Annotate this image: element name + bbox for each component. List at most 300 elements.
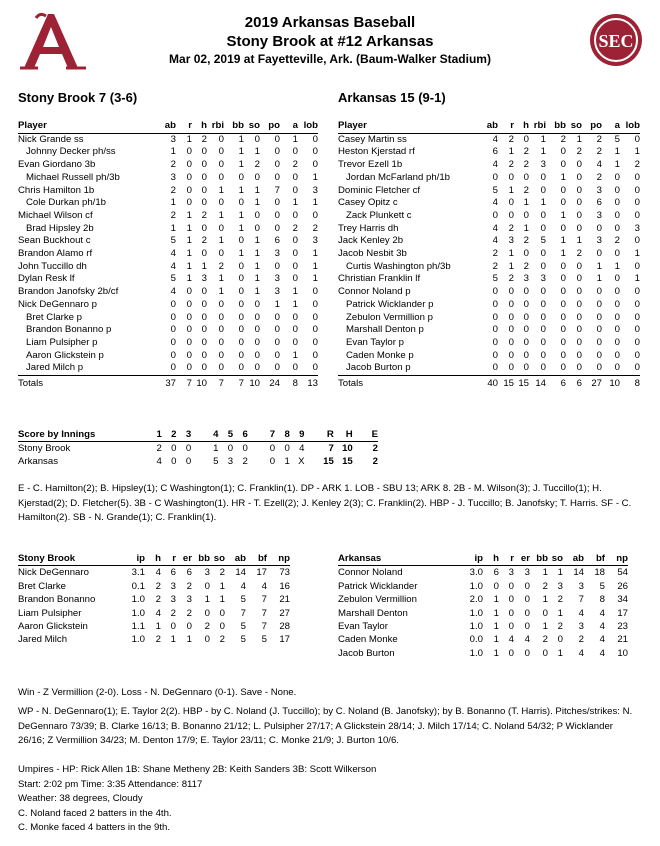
matchup-title: Stony Brook at #12 Arkansas [226,33,434,50]
stat-cell: 5 [492,184,498,196]
player-name: Chris Hamilton 1b [18,184,95,196]
stat-cell: 15 [518,378,529,390]
stat-cell: 0 [596,336,602,348]
stat-cell: 0 [634,133,640,145]
player-name: Bret Clarke p [26,311,82,323]
stat-cell: 0 [492,324,498,336]
player-name: Marshall Denton p [346,324,424,336]
stat-cell: 0 [312,209,318,221]
stat-cell: 5 [614,133,620,145]
stat-cell: 0 [582,362,602,375]
stat-cell: 1 [560,235,566,247]
table-row [338,362,640,375]
player-name: Brandon Janofsky 2b/cf [18,286,119,298]
stat-cell: 10 [617,647,628,659]
stat-cell: 0 [201,336,207,348]
inning-header: 6 [233,428,248,442]
stat-cell: 0 [238,260,244,272]
stat-cell: 0 [560,184,566,196]
stat-cell: 6 [493,567,499,579]
stat-cell: 0 [312,336,318,348]
stat-cell: 1 [493,634,499,646]
game-footer [18,763,640,836]
table-row [18,235,318,248]
stat-cell: 0 [576,336,582,348]
stat-cell: 4 [155,607,161,619]
start-time-attendance: Start: 2:02 pm Time: 3:35 Attendance: 8117 [18,778,203,790]
stat-cell: 0 [634,286,640,298]
pitcher-name: Caden Monke [338,634,398,646]
stat-cell: 1 [170,146,176,158]
stat-cell: 0 [176,362,192,375]
column-header: lob [298,120,318,133]
stat-cell: 1 [312,248,318,260]
stat-cell: 0 [238,235,244,247]
stat-cell: 0 [218,311,224,323]
stat-cell: 0 [312,133,318,145]
stat-cell: 0 [614,209,620,221]
stat-cell: 2 [508,159,514,171]
table-row [338,580,628,593]
table-row [18,607,290,620]
column-header: h [514,120,529,133]
stat-cell: 0 [156,362,176,375]
stat-cell: 1 [238,184,244,196]
stat-cell: 14 [573,567,584,579]
inning-header: R [304,428,333,442]
stat-cell: 0 [170,324,176,336]
player-name: Caden Monke p [346,349,414,361]
stat-cell: 2 [560,133,566,145]
player-name: Christian Franklin lf [338,273,421,285]
player-name: Brad Hipsley 2b [26,222,94,234]
stat-cell: 0 [186,286,192,298]
visitor-heading: Stony Brook 7 (3-6) [18,90,138,105]
table-row [338,566,628,580]
table-row [18,350,318,363]
table-row [18,299,318,312]
player-name: Trevor Ezell 1b [338,159,403,171]
stat-cell: 0 [508,311,514,323]
stat-cell: 0 [508,286,514,298]
stat-cell: 1.0 [469,647,483,659]
decisions: Win - Z Vermillion (2-0). Loss - N. DeGennaro (0-1). Save - None. [18,687,297,698]
table-row [338,324,640,337]
stat-cell: 1 [238,222,244,234]
stat-cell: 1 [557,607,563,619]
pitcher-name: Jacob Burton [338,647,395,659]
table-row [338,337,640,350]
inning-score: 3 [227,456,234,467]
stat-cell: 0 [523,171,529,183]
stat-cell: 0 [514,362,529,375]
stat-cell: 0 [614,197,620,209]
player-name: Liam Pulsipher p [26,336,98,348]
table-row [338,261,640,274]
inning-score: X [298,456,305,467]
table-row [18,286,318,299]
table-row [18,210,318,223]
column-header: rbi [529,120,546,133]
stat-cell: 3 [274,248,280,260]
stat-cell: 1 [218,273,224,285]
stat-cell: 6 [560,378,566,390]
stat-cell: 10 [249,378,260,390]
table-row [338,593,628,606]
stat-cell: 1 [238,159,244,171]
stat-cell: 0 [201,248,207,260]
stat-cell: 5 [540,235,546,247]
stat-cell: 17 [279,634,290,646]
inning-score: 0 [185,443,192,454]
stat-cell: 3.1 [131,567,145,579]
stat-cell: 3 [186,594,192,606]
stat-cell: 16 [279,580,290,592]
stat-cell: 0 [523,248,529,260]
stat-cell: 0 [576,311,582,323]
stat-cell: 6 [186,567,192,579]
stat-cell: 1 [614,146,620,158]
stat-cell: 0 [566,362,582,375]
stat-cell: 0 [576,273,582,285]
stat-cell: 1 [493,607,499,619]
stat-cell: 1 [292,133,298,145]
stat-cell: 0 [546,362,566,375]
stat-cell: 0 [201,222,207,234]
stat-cell: 0 [560,222,566,234]
stat-cell: 3 [170,594,176,606]
stat-cell: 4 [492,235,498,247]
stat-cell: 2 [170,607,176,619]
stat-cell: 0 [312,286,318,298]
stat-cell: 0 [576,324,582,336]
stat-cell: 17 [617,607,628,619]
svg-text:SEC: SEC [598,31,634,51]
inning-header: 5 [218,428,233,442]
inning-header: H [334,428,353,442]
stat-cell: 0 [576,222,582,234]
column-header: ip [461,552,483,566]
stat-cell: 0 [498,362,514,375]
stat-cell: 1 [542,594,548,606]
column-header: h [145,552,161,566]
stat-cell: 0 [576,159,582,171]
table-row [338,159,640,172]
pitch-notes: WP - N. DeGennaro(1); E. Taylor 2(2). HBP - by C. Noland (J. Tuccillo); by C. Noland (B. Janofsky); by B. Bonanno (T. Harris). Pitches/strikes: N. DeGennaro 73/39; B. Clarke 16/13; B. Bonanno 21/12; L. Pulsipher 27/17; A Glickstein 28/14; J. Milch 17/14; C. Noland 54/32; P Wicklander 26/16; Z Vermillion 34/23; M. Denton 17/9; E. Taylor 23/11; C. Monke 21/9; J. Burton 10/6. [18,706,633,746]
stat-cell: 2 [508,273,514,285]
stat-cell: 0 [576,286,582,298]
stat-cell: 0 [576,171,582,183]
stat-cell: 0 [596,222,602,234]
stat-cell: 1 [218,286,224,298]
stat-cell: 0 [201,349,207,361]
player-name: Michael Wilson cf [18,209,93,221]
stat-cell: 1 [540,146,546,158]
visitor-box-score [18,120,318,391]
stat-cell: 0 [508,209,514,221]
player-name: Heston Kjerstad rf [338,146,415,158]
stat-cell: 0 [540,248,546,260]
stat-cell: 0 [201,184,207,196]
stat-cell: 0 [254,324,260,336]
stat-cell: 17 [256,567,267,579]
game-notes: E - C. Hamilton(2); B. Hipsley(1); C Washington(1); C. Franklin(1). DP - ARK 1. LOB - SBU 13; ARK 8. 2B - M. Wilson(3); J. Tuccillo(1); H. Kjerstad(2); D. Fletcher(5). 3B - C Washington(1). HR - T. Ezell(2); J. Kenley 2(3); C. Franklin(2). HBP - J. Tuccillo; B. Janofsky; T. Harris. SF - C. Hamilton(2). SB - N. Grande(1); C. Franklin(1). [18,483,632,523]
stat-cell: 0 [634,324,640,336]
stat-cell: 0 [218,324,224,336]
stat-cell: 21 [279,594,290,606]
stat-cell: 0 [492,298,498,310]
column-header: ab [225,552,246,566]
stat-cell: 2 [170,184,176,196]
stat-cell: 0 [492,209,498,221]
stat-cell: 1 [292,197,298,209]
stat-cell: 2 [201,209,207,221]
stat-cell: 14 [235,567,246,579]
table-row [18,362,318,375]
stat-cell: 2 [312,222,318,234]
stat-cell: 0 [238,349,244,361]
stat-cell: 0 [523,349,529,361]
stat-cell: 1 [219,580,225,592]
stat-cell: 0 [614,222,620,234]
stat-cell: 2 [492,248,498,260]
stat-cell: 0 [292,184,298,196]
player-name: Connor Noland p [338,286,411,298]
stat-cell: 1 [493,647,499,659]
stat-cell: 1 [186,235,192,247]
stat-cell: 0 [218,222,224,234]
stat-cell: 4 [492,222,498,234]
stat-cell: 0 [576,184,582,196]
stat-cell: 1 [312,171,318,183]
stat-cell: 0 [218,197,224,209]
table-row [18,146,318,159]
stat-cell: 2 [170,209,176,221]
inning-score: 1 [284,456,290,467]
stat-cell: 1 [254,260,260,272]
stat-cell: 14 [535,378,546,390]
column-header: bf [246,552,267,566]
column-header: ab [156,120,176,133]
stat-cell: 28 [279,621,290,633]
player-name: Sean Buckhout c [18,235,91,247]
stat-cell: 2 [542,580,548,592]
stat-cell: 1.1 [131,621,145,633]
stat-cell: 6 [274,235,280,247]
stat-cell: 5 [170,273,176,285]
stat-cell: 0 [596,349,602,361]
stat-cell: 0 [292,273,298,285]
stat-cell: 0 [560,197,566,209]
stat-cell: 1 [238,248,244,260]
stat-cell: 0 [274,222,280,234]
stat-cell: 0 [540,336,546,348]
stat-cell: 4 [492,197,498,209]
stat-cell: 0 [204,580,210,592]
stat-cell: 3 [524,567,530,579]
stat-cell: 0 [614,324,620,336]
stat-cell: 2 [596,171,602,183]
stat-cell: 0 [596,311,602,323]
stat-cell: 7 [218,378,224,390]
inning-score: 5 [213,456,219,467]
inning-score: 0 [242,443,248,454]
stat-cell: 2 [492,260,498,272]
player-name: Evan Giordano 3b [18,159,96,171]
pitcher-name: Zebulon Vermillion [338,594,417,606]
stat-cell: 0 [576,197,582,209]
stat-cell: 0 [560,298,566,310]
stat-cell: 0 [218,298,224,310]
stat-cell: 4 [599,647,605,659]
inning-score: 1 [213,443,219,454]
stat-cell: 2 [186,580,192,592]
stat-cell: 0 [186,336,192,348]
stat-cell: 0 [508,336,514,348]
stat-cell: 1 [292,286,298,298]
stat-cell: 1 [254,235,260,247]
inning-score: 4 [299,443,305,454]
totals-row [338,376,640,391]
stat-cell: 1 [155,621,161,633]
stat-cell: 1 [254,286,260,298]
stat-cell: 6 [170,567,176,579]
column-header: po [582,120,602,133]
stat-cell: 0 [292,146,298,158]
column-header: so [566,120,582,133]
stat-cell: 1 [634,273,640,285]
column-header: so [210,552,225,566]
stat-cell: 1 [523,197,529,209]
table-row [18,566,290,580]
home-heading: Arkansas 15 (9-1) [338,90,446,105]
table-row [338,235,640,248]
stat-cell: 3 [274,273,280,285]
stat-cell: 0 [312,298,318,310]
stat-cell: 6 [576,378,582,390]
stat-cell: 2 [155,580,161,592]
column-header: bb [546,120,566,133]
stat-cell: 3 [540,159,546,171]
stat-cell: 2.0 [469,594,483,606]
stat-cell: 0 [274,260,280,272]
stat-cell: 0 [274,171,280,183]
column-header: er [176,552,192,566]
inning-score: 2 [242,456,248,467]
table-row [338,185,640,198]
home-box-score [338,120,640,391]
stat-cell: 5 [170,235,176,247]
stat-cell: 0 [170,349,176,361]
stat-cell: 3 [634,222,640,234]
stat-cell: 0 [508,594,514,606]
player-name: Jack Kenley 2b [338,235,404,247]
stat-cell: 0 [596,248,602,260]
column-header: so [244,120,260,133]
stat-cell: 1 [292,349,298,361]
column-header: Player [18,120,156,133]
stat-cell: 0 [186,159,192,171]
stat-cell: 0 [560,336,566,348]
stat-cell: 1 [218,209,224,221]
stat-cell: 0 [596,286,602,298]
player-name: Casey Martin ss [338,133,407,145]
stat-cell: 6 [596,197,602,209]
stat-cell: 0 [560,311,566,323]
inning-score: 2 [156,443,162,454]
stat-cell: 1 [312,260,318,272]
stat-cell: 4 [578,647,584,659]
pitcher-name: Bret Clarke [18,580,66,592]
stat-cell: 0 [508,647,514,659]
inning-score: 10 [342,443,353,454]
column-header: r [498,120,514,133]
column-header: Player [338,120,478,133]
team-name: Arkansas [18,456,58,467]
stat-cell: 4 [524,634,530,646]
stat-cell: 0 [508,580,514,592]
player-name: Nick Grande ss [18,133,84,145]
stat-cell: 0 [254,311,260,323]
stat-cell: 0 [192,362,207,375]
stat-cell: 1 [560,209,566,221]
stat-cell: 0 [524,621,530,633]
stat-cell: 1 [576,235,582,247]
stat-cell: 0 [186,311,192,323]
stat-cell: 0 [170,336,176,348]
stat-cell: 0 [238,286,244,298]
stat-cell: 3 [204,567,210,579]
stat-cell: 0 [524,580,530,592]
stat-cell: 3 [312,235,318,247]
player-name: Curtis Washington ph/3b [346,260,451,272]
stat-cell: 0 [560,146,566,158]
date-site: Mar 02, 2019 at Fayetteville, Ark. (Baum-Walker Stadium) [169,52,491,66]
stat-cell: 2 [155,594,161,606]
player-name: Jared Milch p [18,362,156,375]
table-row [338,248,640,261]
stat-cell: 1 [523,222,529,234]
pitcher-name: Patrick Wicklander [338,580,418,592]
player-name: Michael Russell ph/3b [26,171,120,183]
stat-cell: 1 [542,567,548,579]
stat-cell: 0 [540,349,546,361]
stat-cell: 2 [523,146,529,158]
stat-cell: 3 [596,235,602,247]
stat-cell: 1 [493,594,499,606]
table-row [18,273,318,286]
stat-cell: 0 [614,336,620,348]
stat-cell: 26 [617,580,628,592]
stat-cell: 0 [508,621,514,633]
stat-cell: 4 [508,634,514,646]
table-row [18,312,318,325]
stat-cell: 0 [274,159,280,171]
player-name: Brandon Alamo rf [18,248,93,260]
stat-cell: 0 [274,209,280,221]
inning-score: 0 [284,443,290,454]
column-header: lob [620,120,640,133]
stat-cell: 0 [218,349,224,361]
player-name: Zebulon Vermillion p [346,311,433,323]
stat-cell: 0 [292,260,298,272]
stat-cell: 0 [634,184,640,196]
stat-cell: 0 [218,159,224,171]
stat-cell: 0 [186,184,192,196]
pitcher-name: Liam Pulsipher [18,607,82,619]
stat-cell: 0 [312,311,318,323]
table-row [18,133,318,146]
